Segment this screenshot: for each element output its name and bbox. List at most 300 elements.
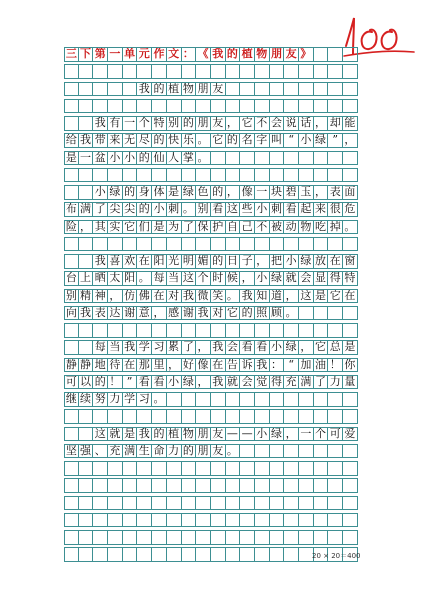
- grid-cell: 小: [255, 272, 270, 285]
- grid-cell: [152, 548, 167, 561]
- grid-cell: 植: [167, 83, 182, 96]
- grid-cell: [182, 238, 197, 251]
- grid-cell: 我: [93, 255, 108, 268]
- grid-cell: [255, 514, 270, 527]
- grid-row: [64, 340, 358, 355]
- grid-cell: ：: [270, 359, 285, 372]
- grid-cell: 我: [196, 307, 211, 320]
- grid-cell: [314, 514, 329, 527]
- grid-cell: 别: [65, 289, 77, 302]
- grid-cell: [64, 428, 79, 441]
- grid-cell: 物: [299, 221, 314, 234]
- grid-cell: 我: [211, 48, 226, 61]
- grid-cell: [108, 462, 123, 475]
- grid-cell: 植: [240, 48, 255, 61]
- grid-cell: [314, 100, 329, 113]
- grid-cell: 特: [343, 272, 358, 285]
- grid-cell: [93, 548, 108, 561]
- grid-cell: 地: [93, 359, 108, 372]
- grid-cell: “: [284, 359, 299, 372]
- grid-cell: 它: [328, 290, 343, 303]
- grid-cell: 的: [240, 307, 255, 320]
- grid-cell: [226, 479, 241, 492]
- grid-cell: [314, 462, 329, 475]
- grid-cell: 刺: [167, 203, 182, 216]
- grid-cell: 爱: [343, 428, 358, 441]
- grid-cell: [79, 117, 94, 130]
- grid-cell: 力: [328, 376, 343, 389]
- grid-cell: 它: [211, 134, 226, 147]
- grid-cell: [226, 393, 241, 406]
- grid-cell: 窗: [343, 255, 358, 268]
- grid-cell: 晒: [93, 272, 108, 285]
- grid-cell: 强: [79, 445, 94, 458]
- grid-row: [64, 427, 358, 442]
- grid-cell: ，: [167, 359, 182, 372]
- grid-cell: 就: [108, 428, 123, 441]
- grid-cell: [226, 531, 241, 544]
- grid-cell: [211, 324, 226, 337]
- grid-cell: [182, 100, 197, 113]
- grid-cell: [211, 531, 226, 544]
- grid-cell: 这: [182, 272, 197, 285]
- grid-cell: [284, 531, 299, 544]
- grid-cell: [152, 514, 167, 527]
- grid-cell: [255, 393, 270, 406]
- grid-cell: [79, 324, 94, 337]
- grid-cell: 待: [108, 359, 123, 372]
- grid-cell: [108, 410, 123, 423]
- grid-cell: [255, 238, 270, 251]
- grid-cell: [152, 65, 167, 78]
- grid-cell: 坚: [65, 444, 77, 457]
- grid-cell: 是: [343, 341, 358, 354]
- grid-cell: [299, 410, 314, 423]
- grid-cell: ，: [299, 341, 314, 354]
- grid-cell: [167, 410, 182, 423]
- grid-cell: [108, 531, 123, 544]
- grid-cell: 它: [226, 307, 241, 320]
- grid-cell: [328, 152, 343, 165]
- grid-cell: [328, 531, 343, 544]
- grid-cell: 的: [152, 83, 167, 96]
- grid-cell: [314, 324, 329, 337]
- grid-cell: [79, 238, 94, 251]
- grid-cell: 色: [196, 186, 211, 199]
- grid-cell: 是: [314, 290, 329, 303]
- grid-cell: [64, 324, 79, 337]
- grid-cell: 媚: [196, 255, 211, 268]
- grid-cell: 不: [255, 117, 270, 130]
- grid-cell: [182, 410, 197, 423]
- grid-cell: [79, 341, 94, 354]
- grid-cell: [240, 548, 255, 561]
- grid-cell: [299, 238, 314, 251]
- grid-cell: 总: [328, 341, 343, 354]
- grid-cell: [343, 169, 358, 182]
- grid-size-label: 20 × 20＝400: [312, 552, 361, 560]
- grid-cell: 在: [328, 255, 343, 268]
- grid-cell: 。: [182, 203, 197, 216]
- grid-cell: 习: [152, 341, 167, 354]
- grid-cell: 量: [343, 376, 358, 389]
- grid-row: [64, 254, 358, 269]
- grid-row: [64, 116, 358, 131]
- grid-row: [64, 99, 358, 114]
- grid-cell: 显: [314, 272, 329, 285]
- grid-cell: [270, 152, 285, 165]
- grid-cell: ，: [343, 134, 358, 147]
- grid-cell: 对: [167, 290, 182, 303]
- grid-cell: [196, 410, 211, 423]
- grid-cell: [79, 548, 94, 561]
- grid-cell: 太: [108, 272, 123, 285]
- grid-cell: 很: [328, 203, 343, 216]
- grid-cell: 三: [65, 48, 77, 60]
- grid-cell: 仙: [152, 152, 167, 165]
- grid-cell: [196, 531, 211, 544]
- grid-cell: 可: [65, 375, 77, 388]
- grid-cell: [240, 100, 255, 113]
- grid-cell: [93, 514, 108, 527]
- grid-cell: [64, 462, 79, 475]
- grid-cell: [343, 152, 358, 165]
- grid-cell: 时: [211, 272, 226, 285]
- grid-cell: 掉: [328, 221, 343, 234]
- grid-cell: 绿: [270, 428, 285, 441]
- grid-cell: 一: [255, 186, 270, 199]
- grid-cell: [211, 410, 226, 423]
- grid-cell: [314, 479, 329, 492]
- grid-cell: [343, 445, 358, 458]
- title-row: [64, 47, 358, 62]
- grid-cell: [240, 479, 255, 492]
- grid-cell: [240, 531, 255, 544]
- grid-cell: 台: [65, 272, 77, 285]
- grid-cell: [211, 238, 226, 251]
- grid-cell: 一: [123, 117, 138, 130]
- grid-cell: 会: [270, 117, 285, 130]
- grid-cell: 可: [328, 428, 343, 441]
- grid-cell: ，: [226, 117, 241, 130]
- grid-cell: 下: [79, 48, 94, 61]
- grid-cell: [64, 514, 79, 527]
- grid-cell: [152, 324, 167, 337]
- grid-cell: [167, 548, 182, 561]
- grid-cell: [167, 100, 182, 113]
- grid-cell: 仿: [123, 290, 138, 303]
- grid-cell: [64, 83, 79, 96]
- grid-cell: [123, 65, 138, 78]
- grid-cell: [284, 514, 299, 527]
- grid-cell: [343, 410, 358, 423]
- grid-cell: [343, 83, 358, 96]
- grid-cell: [240, 238, 255, 251]
- grid-cell: [255, 548, 270, 561]
- grid-cell: [299, 479, 314, 492]
- grid-cell: 把: [270, 255, 285, 268]
- grid-cell: 是: [123, 428, 138, 441]
- grid-cell: 就: [284, 272, 299, 285]
- grid-row: [64, 220, 358, 235]
- grid-cell: 植: [167, 428, 182, 441]
- grid-cell: [137, 531, 152, 544]
- grid-cell: 会: [226, 341, 241, 354]
- grid-cell: 尖: [123, 203, 138, 216]
- grid-cell: 面: [343, 186, 358, 199]
- grid-cell: [270, 100, 285, 113]
- grid-cell: 静: [79, 359, 94, 372]
- grid-cell: [167, 393, 182, 406]
- grid-cell: [284, 445, 299, 458]
- grid-cell: [226, 324, 241, 337]
- grid-cell: 我: [137, 83, 152, 96]
- grid-cell: [226, 100, 241, 113]
- grid-cell: 我: [211, 341, 226, 354]
- grid-cell: 它: [123, 221, 138, 234]
- grid-cell: 当: [167, 272, 182, 285]
- grid-cell: [255, 462, 270, 475]
- grid-cell: 文: [167, 48, 182, 61]
- grid-cell: [137, 462, 152, 475]
- grid-cell: —: [226, 428, 241, 441]
- grid-cell: [240, 410, 255, 423]
- grid-cell: 小: [93, 186, 108, 199]
- grid-cell: 个: [137, 117, 152, 130]
- grid-cell: [108, 169, 123, 182]
- grid-cell: 力: [108, 393, 123, 406]
- grid-cell: [93, 238, 108, 251]
- grid-cell: [343, 393, 358, 406]
- grid-cell: [152, 410, 167, 423]
- grid-cell: [226, 462, 241, 475]
- grid-cell: [270, 531, 285, 544]
- grid-cell: 是: [152, 221, 167, 234]
- grid-cell: 刺: [270, 203, 285, 216]
- grid-cell: 续: [79, 393, 94, 406]
- grid-cell: 特: [152, 117, 167, 130]
- grid-cell: [328, 238, 343, 251]
- grid-cell: 欢: [123, 255, 138, 268]
- grid-cell: 小: [123, 152, 138, 165]
- grid-cell: 第: [93, 48, 108, 61]
- grid-cell: [167, 497, 182, 510]
- grid-cell: 个: [196, 272, 211, 285]
- grid-cell: 的: [152, 134, 167, 147]
- grid-cell: [314, 65, 329, 78]
- grid-cell: 。: [343, 221, 358, 234]
- grid-cell: 无: [123, 134, 138, 147]
- grid-cell: [108, 238, 123, 251]
- grid-cell: [167, 238, 182, 251]
- grid-cell: [93, 497, 108, 510]
- grid-cell: 这: [93, 428, 108, 441]
- grid-cell: 。: [137, 272, 152, 285]
- grid-cell: 绿: [284, 341, 299, 354]
- grid-cell: [167, 169, 182, 182]
- grid-cell: [270, 462, 285, 475]
- grid-cell: [108, 497, 123, 510]
- grid-cell: [137, 479, 152, 492]
- grid-cell: 的: [137, 203, 152, 216]
- grid-cell: 学: [137, 341, 152, 354]
- grid-cell: 被: [270, 221, 285, 234]
- grid-cell: 我: [79, 134, 94, 147]
- grid-cell: [328, 48, 343, 61]
- grid-cell: 来: [108, 134, 123, 147]
- grid-cell: [284, 393, 299, 406]
- grid-cell: [270, 393, 285, 406]
- grid-cell: 个: [314, 428, 329, 441]
- grid-cell: 是: [65, 151, 77, 164]
- grid-cell: 叫: [270, 134, 285, 147]
- grid-cell: 满: [79, 203, 94, 216]
- grid-cell: [196, 479, 211, 492]
- grid-cell: 尽: [137, 134, 152, 147]
- grid-cell: 却: [328, 117, 343, 130]
- grid-cell: [314, 169, 329, 182]
- grid-cell: 绿: [182, 376, 197, 389]
- grid-cell: 其: [93, 221, 108, 234]
- grid-cell: 油: [314, 359, 329, 372]
- grid-cell: [167, 479, 182, 492]
- grid-cell: 体: [152, 186, 167, 199]
- grid-cell: [79, 531, 94, 544]
- grid-cell: 吃: [314, 221, 329, 234]
- grid-cell: 累: [167, 341, 182, 354]
- grid-cell: [226, 83, 241, 96]
- grid-cell: [137, 324, 152, 337]
- grid-cell: [240, 65, 255, 78]
- grid-cell: 学: [123, 393, 138, 406]
- grid-cell: [226, 548, 241, 561]
- grid-cell: 不: [255, 221, 270, 234]
- grid-cell: 友: [211, 117, 226, 130]
- grid-cell: 。: [226, 290, 241, 303]
- grid-cell: 对: [211, 307, 226, 320]
- grid-cell: [255, 65, 270, 78]
- grid-cell: ，: [284, 290, 299, 303]
- grid-cell: 会: [240, 376, 255, 389]
- grid-cell: 护: [211, 221, 226, 234]
- grid-cell: [314, 393, 329, 406]
- grid-cell: 名: [240, 134, 255, 147]
- grid-cell: [270, 238, 285, 251]
- grid-cell: [123, 83, 138, 96]
- grid-cell: 小: [167, 376, 182, 389]
- grid-cell: [93, 100, 108, 113]
- grid-cell: ，: [314, 117, 329, 130]
- grid-cell: [240, 393, 255, 406]
- grid-cell: [314, 83, 329, 96]
- grid-cell: [137, 514, 152, 527]
- grid-cell: [196, 514, 211, 527]
- grid-cell: 我: [93, 117, 108, 130]
- grid-cell: 尖: [108, 203, 123, 216]
- grid-cell: 说: [284, 117, 299, 130]
- grid-cell: 绿: [299, 255, 314, 268]
- grid-cell: 给: [65, 134, 77, 147]
- grid-cell: 小: [255, 428, 270, 441]
- grid-cell: [167, 514, 182, 527]
- grid-cell: [328, 83, 343, 96]
- grid-row: [64, 478, 358, 493]
- grid-cell: [64, 169, 79, 182]
- grid-cell: [343, 307, 358, 320]
- grid-cell: [137, 548, 152, 561]
- grid-cell: [167, 531, 182, 544]
- grid-cell: [211, 548, 226, 561]
- grid-cell: 》: [299, 48, 314, 61]
- grid-cell: [93, 462, 108, 475]
- grid-cell: [64, 410, 79, 423]
- grid-cell: 小: [152, 203, 167, 216]
- grid-cell: 险: [65, 220, 77, 233]
- grid-cell: [240, 445, 255, 458]
- grid-cell: 诉: [240, 359, 255, 372]
- grid-cell: [284, 497, 299, 510]
- grid-cell: [152, 238, 167, 251]
- grid-cell: 觉: [255, 376, 270, 389]
- grid-cell: 朋: [270, 48, 285, 61]
- grid-cell: [93, 83, 108, 96]
- grid-cell: [211, 100, 226, 113]
- grid-cell: [299, 307, 314, 320]
- grid-cell: 些: [240, 203, 255, 216]
- grid-cell: 在: [123, 359, 138, 372]
- grid-cell: 。: [196, 134, 211, 147]
- grid-cell: [123, 324, 138, 337]
- grid-cell: [226, 410, 241, 423]
- grid-cell: [328, 169, 343, 182]
- grid-cell: [328, 100, 343, 113]
- grid-cell: [123, 169, 138, 182]
- grid-cell: 朋: [196, 445, 211, 458]
- grid-cell: [270, 514, 285, 527]
- grid-cell: 意: [137, 307, 152, 320]
- grid-cell: [182, 531, 197, 544]
- grid-cell: 当: [108, 341, 123, 354]
- grid-cell: 带: [93, 134, 108, 147]
- grid-cell: [196, 324, 211, 337]
- grid-cell: [79, 462, 94, 475]
- grid-cell: [270, 445, 285, 458]
- grid-cell: [240, 324, 255, 337]
- grid-cell: [93, 531, 108, 544]
- grid-cell: [182, 169, 197, 182]
- grid-cell: [299, 152, 314, 165]
- grid-cell: 那: [137, 359, 152, 372]
- grid-cell: 看: [255, 341, 270, 354]
- grid-cell: 的: [93, 376, 108, 389]
- grid-cell: 危: [343, 203, 358, 216]
- grid-cell: [284, 479, 299, 492]
- grid-cell: ”: [328, 134, 343, 147]
- grid-cell: 一: [79, 152, 94, 165]
- grid-cell: 道: [270, 290, 285, 303]
- grid-cell: [343, 462, 358, 475]
- grid-cell: 在: [343, 290, 358, 303]
- grid-cell: 阳: [152, 255, 167, 268]
- grid-cell: [328, 445, 343, 458]
- grid-cell: [255, 152, 270, 165]
- grid-cell: 我: [211, 376, 226, 389]
- grid-cell: [284, 410, 299, 423]
- grid-cell: [328, 410, 343, 423]
- grid-cell: [123, 497, 138, 510]
- grid-cell: 它: [314, 341, 329, 354]
- grid-cell: 动: [284, 221, 299, 234]
